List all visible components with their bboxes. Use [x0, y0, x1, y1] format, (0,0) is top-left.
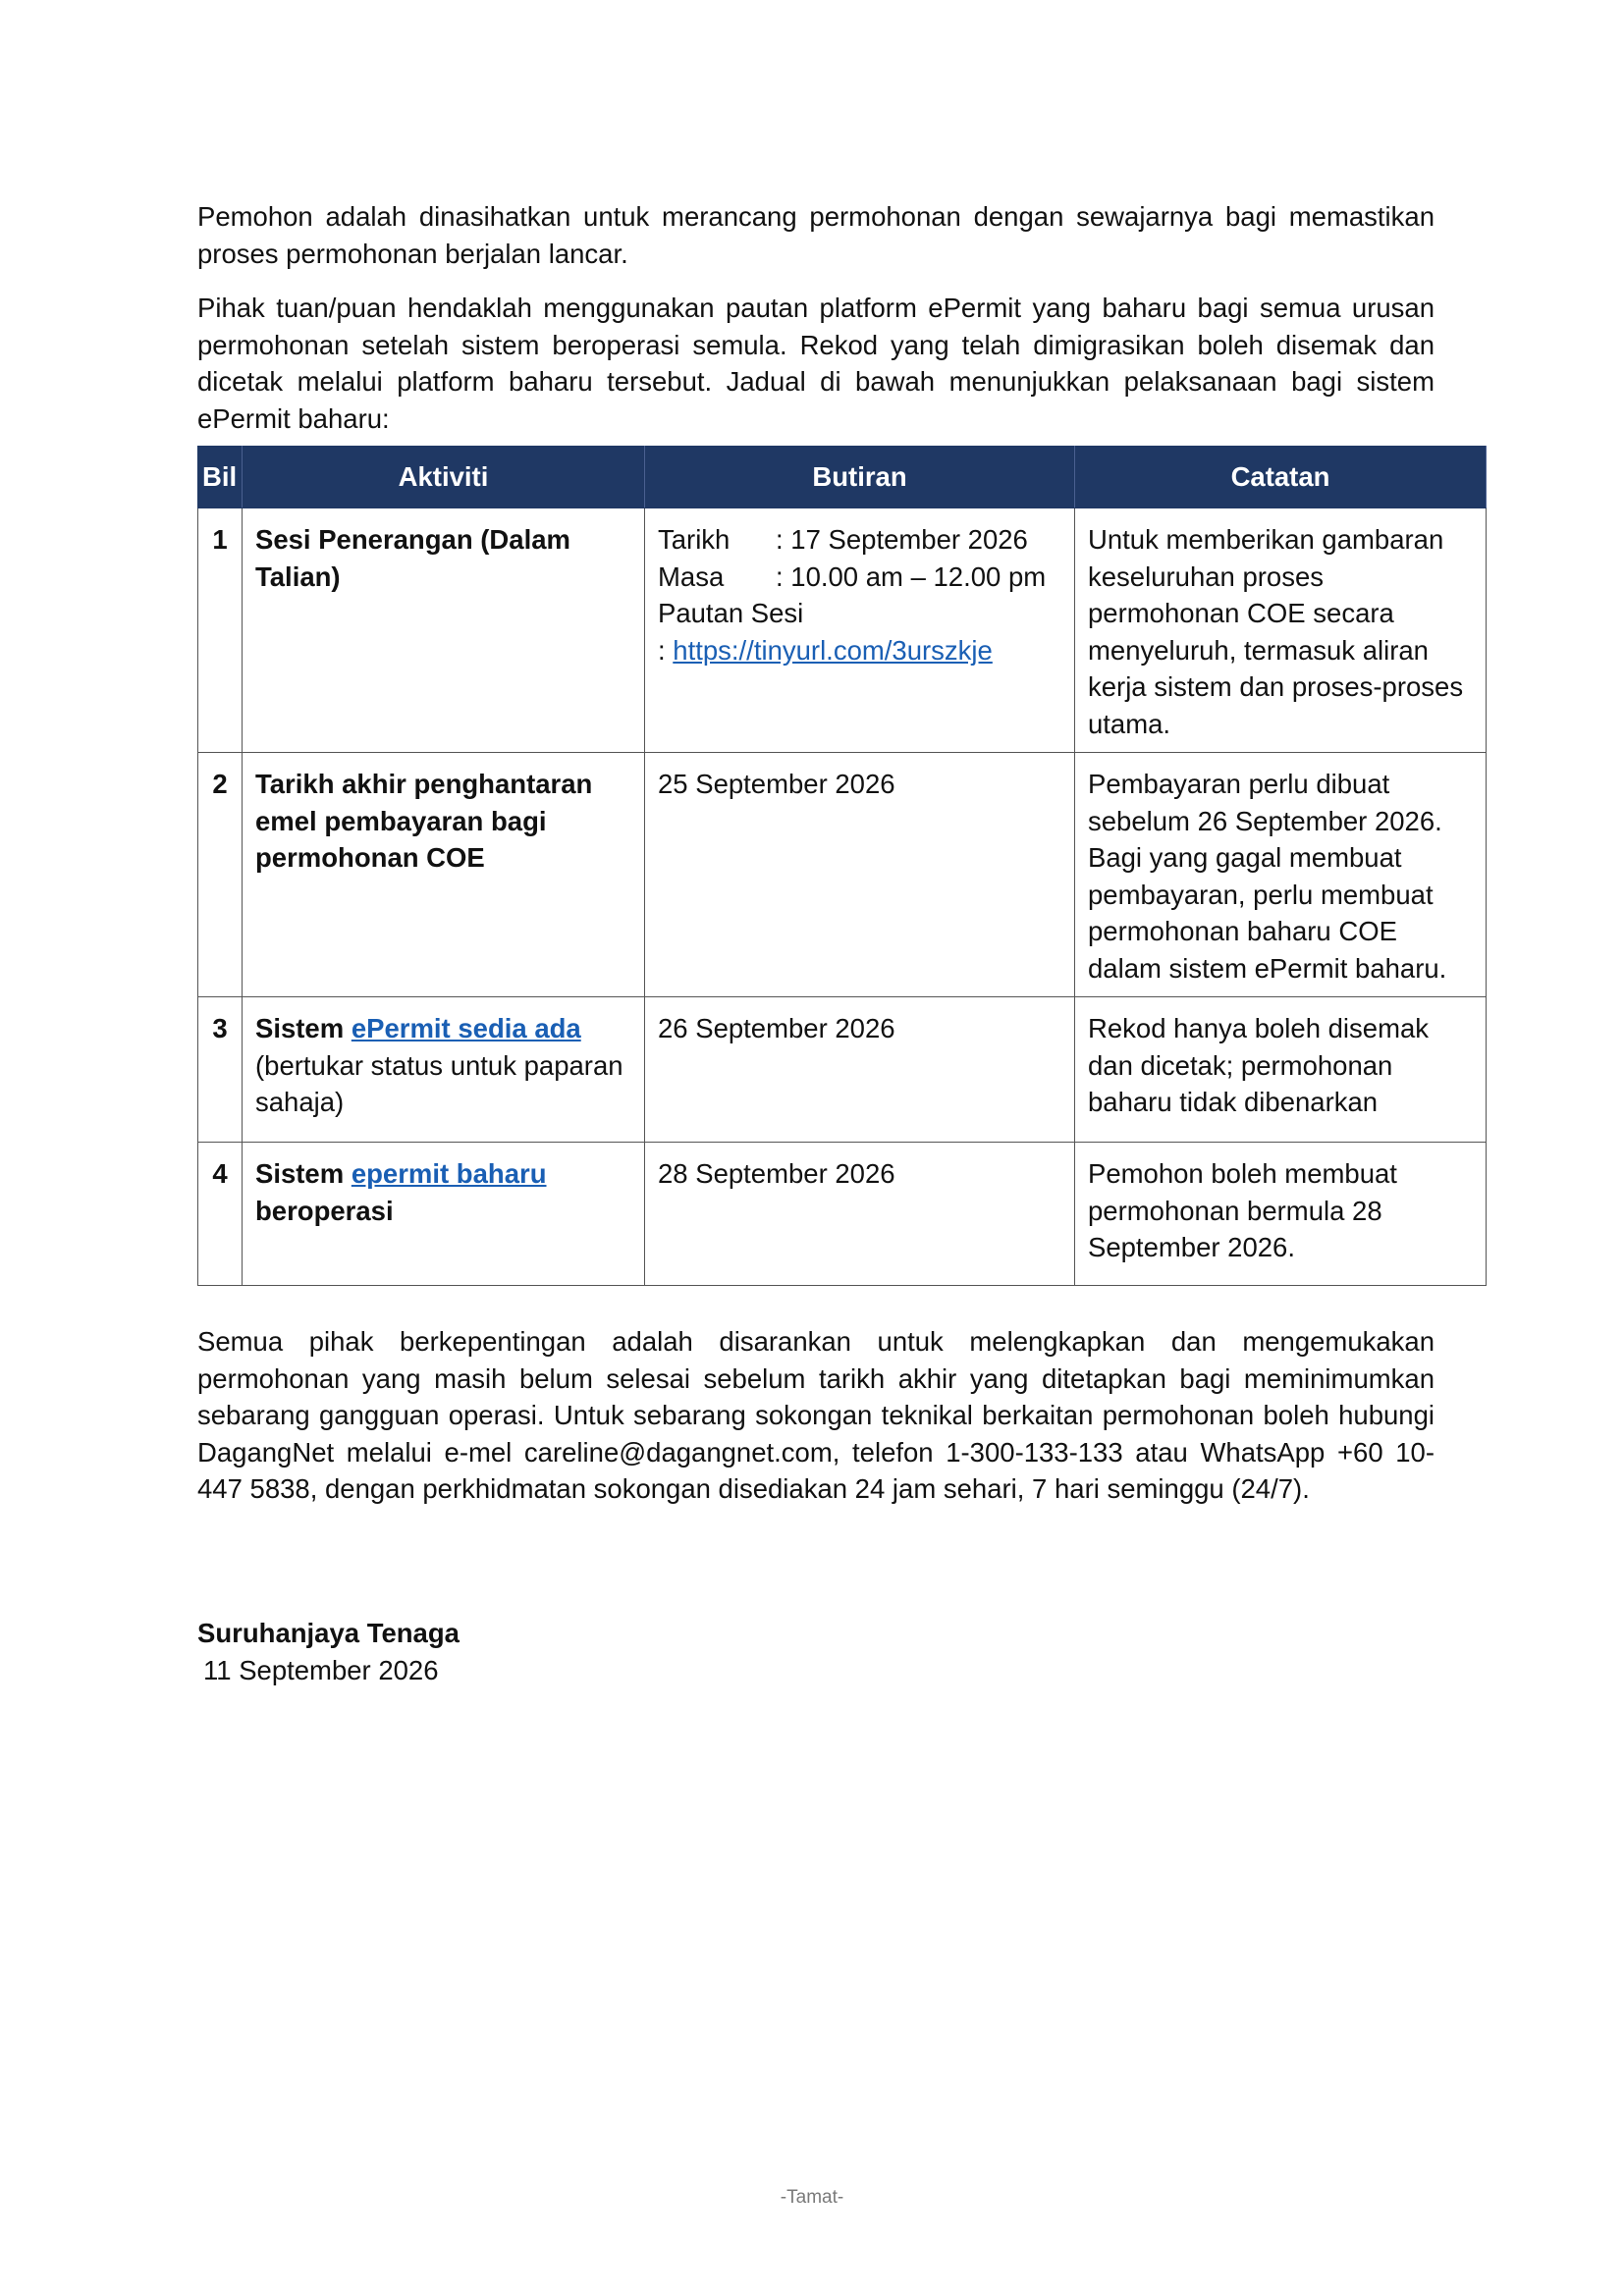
table-row — [198, 997, 1487, 1143]
detail-date-value: : 17 September 2026 — [776, 524, 1028, 555]
activity-prefix: Sistem — [255, 1013, 352, 1043]
details-cell: 25 September 2026 — [645, 753, 1075, 997]
detail-time-value: : 10.00 am – 12.00 pm — [776, 561, 1047, 592]
details-cell — [645, 508, 1075, 753]
row-number: 2 — [198, 753, 243, 997]
detail-link-label: Pautan Sesi — [658, 598, 804, 628]
header-bil: Bil — [198, 447, 243, 508]
table-row — [198, 753, 1487, 997]
activity-cell — [243, 997, 645, 1143]
signature-date: 11 September 2026 — [203, 1654, 439, 1685]
activity-prefix: Sistem — [255, 1158, 352, 1189]
signature-org: Suruhanjaya Tenaga — [197, 1618, 460, 1648]
epermit-existing-link[interactable]: ePermit sedia ada — [351, 1013, 581, 1043]
intro-paragraph-1: Pemohon adalah dinasihatkan untuk merancang permohonan dengan sewajarnya bagi memastikan proses permohonan berjalan lancar. — [197, 201, 1435, 269]
table-row — [198, 508, 1487, 753]
header-aktiviti: Aktiviti — [243, 447, 645, 508]
activity-suffix: (bertukar status untuk paparan sahaja) — [255, 1049, 623, 1117]
activity-text: Sesi Penerangan (Dalam Talian) — [255, 524, 570, 592]
details-cell: 26 September 2026 — [645, 997, 1075, 1143]
intro-paragraph-2: Pihak tuan/puan hendaklah menggunakan pautan platform ePermit yang baharu bagi semua urusan permohonan setelah sistem beroperasi semula. Rekod yang telah dimigrasikan boleh disemak dan dicetak melalui platform baharu tersebut. Jadual di bawah menunjukkan pelaksanaan bagi sistem ePermit baharu: — [197, 293, 1435, 434]
table-header-row — [198, 447, 1487, 508]
activity-suffix: beroperasi — [255, 1195, 394, 1226]
closing-paragraph: Semua pihak berkepentingan adalah disarankan untuk melengkapkan dan mengemukakan permohonan yang masih belum selesai sebelum tarikh akhir yang ditetapkan bagi meminimumkan sebarang gangguan operasi. Untuk sebarang sokongan teknikal berkaitan permohonan boleh hubungi DagangNet melalui e-mel careline@dagangnet.com, telefon 1-300-133-133 atau WhatsApp +60 10-447 5838, dengan perkhidmatan sokongan disediakan 24 jam sehari, 7 hari seminggu (24/7). — [197, 1326, 1435, 1504]
activity-cell — [243, 753, 645, 997]
header-catatan: Catatan — [1075, 447, 1487, 508]
activity-cell — [243, 508, 645, 753]
table-row — [198, 1143, 1487, 1286]
detail-date-label: Tarikh — [658, 524, 731, 555]
footer-end-mark: -Tamat- — [780, 2187, 844, 2208]
notes-cell: Rekod hanya boleh disemak dan dicetak; permohonan baharu tidak dibenarkan — [1075, 997, 1487, 1143]
activity-cell — [243, 1143, 645, 1286]
notes-cell: Pemohon boleh membuat permohonan bermula 28 September 2026. — [1075, 1143, 1487, 1286]
activity-text: Tarikh akhir penghantaran emel pembayaran bagi permohonan COE — [255, 769, 593, 873]
notes-cell: Pembayaran perlu dibuat sebelum 26 September 2026. Bagi yang gagal membuat pembayaran, perlu membuat permohonan baharu COE dalam sistem ePermit baharu. — [1075, 753, 1487, 997]
signature-block — [197, 1615, 460, 1688]
detail-date — [658, 521, 1062, 559]
row-number: 4 — [198, 1143, 243, 1286]
detail-time-label: Masa — [658, 561, 725, 592]
row-number: 3 — [198, 997, 243, 1143]
row-number: 1 — [198, 508, 243, 753]
session-link[interactable]: https://tinyurl.com/3urszkje — [673, 634, 993, 666]
schedule-table — [197, 446, 1487, 1286]
detail-link-line — [658, 632, 1062, 669]
header-butiran: Butiran — [645, 447, 1075, 508]
detail-time — [658, 559, 1062, 596]
detail-link-prefix: : — [658, 634, 674, 666]
notes-cell: Untuk memberikan gambaran keseluruhan proses permohonan COE secara menyeluruh, termasuk aliran kerja sistem dan proses-proses utama. — [1075, 508, 1487, 753]
epermit-new-link[interactable]: epermit baharu — [351, 1158, 547, 1189]
details-cell: 28 September 2026 — [645, 1143, 1075, 1286]
